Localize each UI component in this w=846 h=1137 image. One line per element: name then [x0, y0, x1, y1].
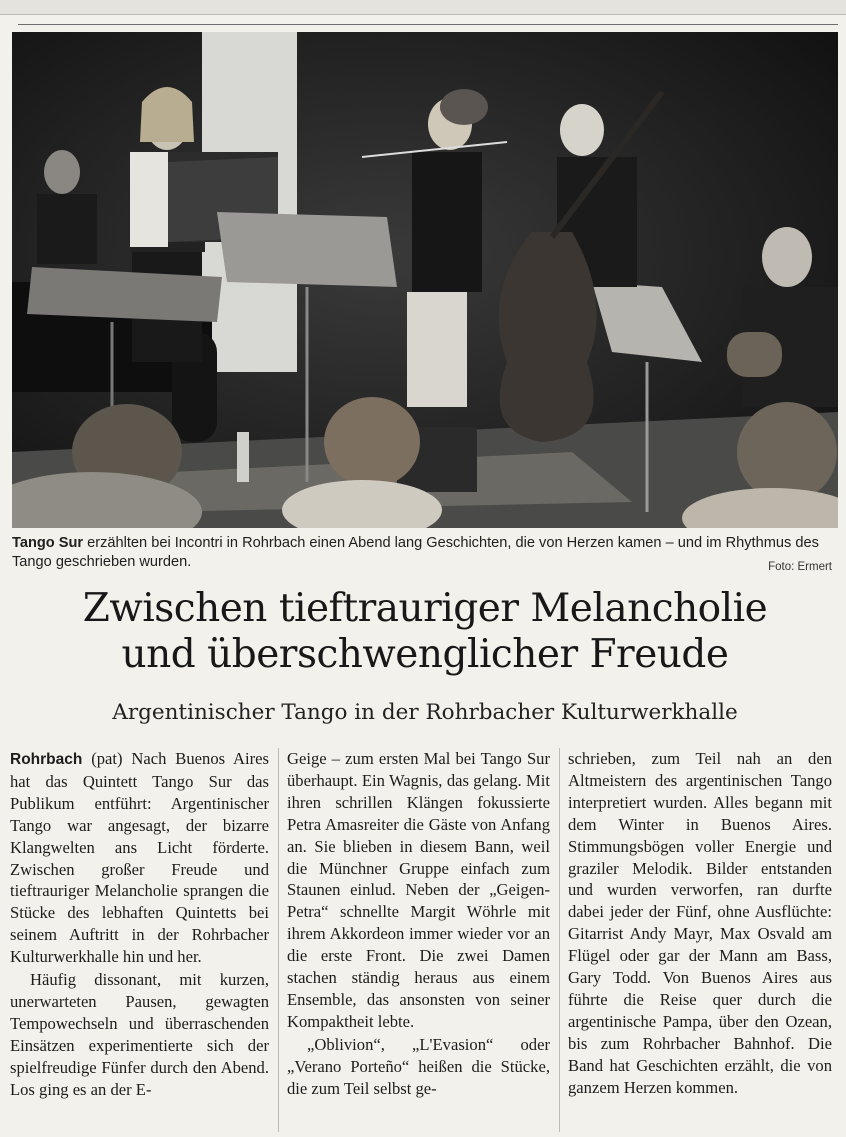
column-divider	[559, 748, 560, 1132]
article-column-3	[568, 748, 832, 1133]
photo-caption	[12, 534, 838, 572]
paragraph-text: (pat) Nach Buenos Aires hat das Quintett Tango Sur das Publikum entführt: Argentinischer Tango war angesagt, der bizarre Klangwelten ans Licht förderte. Zwischen großer Freude und tieftrauriger Melancholie sprangen die Stücke des lebhaften Quintetts bei seinem Auftritt in der Rohrbacher Kulturwerkhalle hin und her.	[10, 749, 269, 967]
article-column-2	[287, 748, 550, 1133]
caption-lead: Tango Sur	[12, 535, 84, 551]
caption-text: erzählten bei Incontri in Rohrbach einen Abend lang Geschichten, die von Herzen kamen – und im Rhythmus des Tango geschrieben wurden.	[12, 535, 819, 570]
headline-line-1: Zwischen tieftrauriger Melancholie	[82, 586, 768, 631]
dateline: Rohrbach	[10, 751, 83, 768]
paragraph	[10, 748, 269, 968]
headline-line-2: und überschwenglicher Freude	[121, 632, 729, 677]
paragraph: Geige – zum ersten Mal bei Tango Sur überhaupt. Ein Wagnis, das gelang. Mit ihren schrillen Klängen fokussierte Petra Amasreiter die Gäste von Anfang an. Sie blieben in diesem Bann, weil die Münchner Gruppe einfach zum Staunen einlud. Neben der „Geigen-Petra“ schnellte Margit Wöhrle mit ihrem Akkordeon immer wieder vor an die erste Front. Die zwei Damen stachen ständig heraus aus einem Ensemble, das ansonsten von seiner Kompaktheit lebte.	[287, 749, 550, 1031]
paragraph: schrieben, zum Teil nah an den Altmeistern des argentinischen Tango interpretiert wurden. Alles begann mit dem Winter in Buenos Aires. Stimmungsbögen voller Energie und graziler Melodik. Bilder entstanden und wurden verworfen, ran durfte dabei jeder der Fünf, ohne Ausflüchte: Gitarrist Andy Mayr, Max Osvald am Flügel oder gar der Mann am Bass, Gary Todd. Von Buenos Aires aus führte die Reise quer durch die argentinische Pampa, über den Ozean, bis zum Rohrbacher Bahnhof. Die Band hat Geschichten erzählt, die von ganzem Herzen kommen.	[568, 749, 832, 1097]
top-rule	[18, 24, 838, 25]
subheadline: Argentinischer Tango in der Rohrbacher Kulturwerkhalle	[112, 700, 738, 725]
article-column-1	[10, 748, 269, 1133]
photo-credit: Foto: Ermert	[768, 561, 832, 573]
concert-photo	[12, 32, 838, 528]
concert-photo-icon	[12, 32, 838, 528]
paragraph: Häufig dissonant, mit kurzen, unerwarteten Pausen, gewagten Tempowechseln und überraschenden Einsätzen experimentierte sich der spielfreudige Fünfer durch den Abend. Los ging es an der E-	[10, 970, 269, 1099]
page-edge	[0, 0, 846, 15]
paragraph: „Oblivion“, „L'Evasion“ oder „Verano Porteño“ heißen die Stücke, die zum Teil selbst ge-	[287, 1034, 550, 1098]
headline	[12, 586, 838, 678]
column-divider	[278, 748, 279, 1132]
